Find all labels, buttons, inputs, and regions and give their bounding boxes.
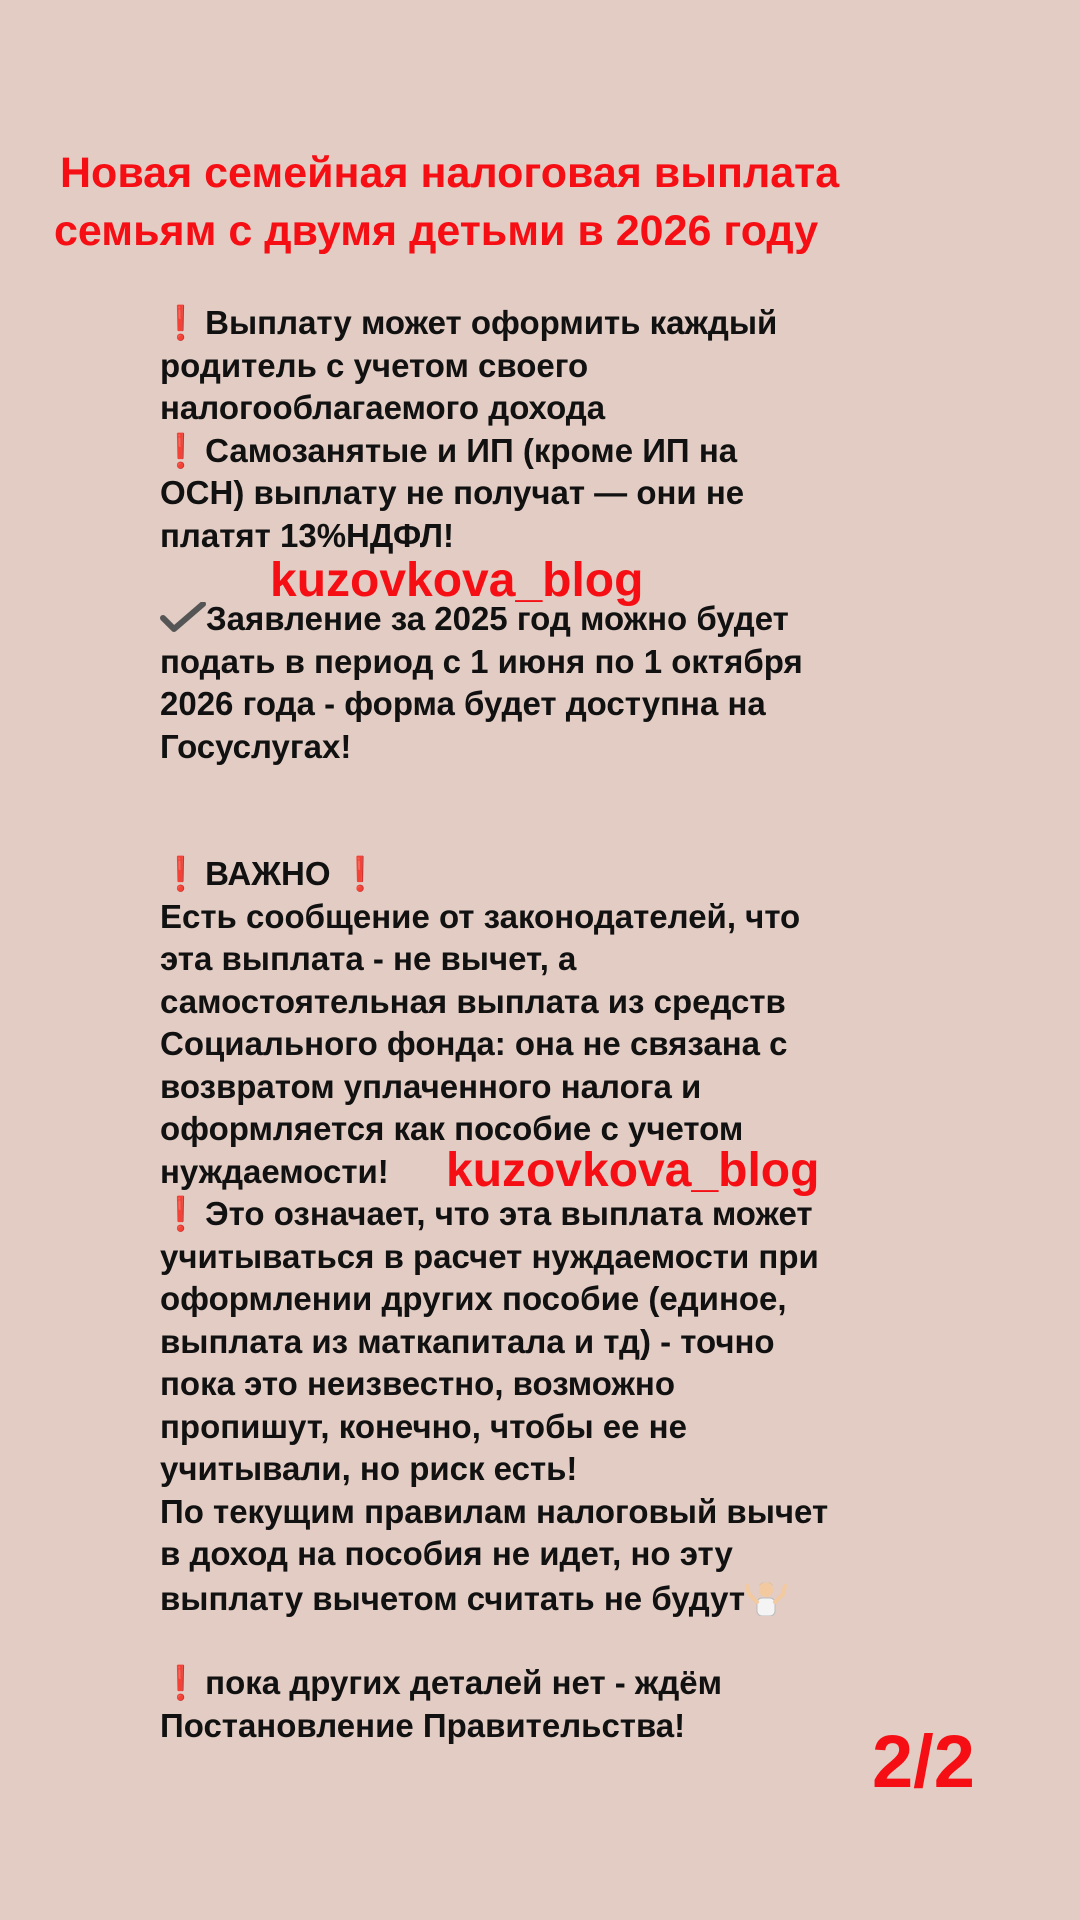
application-period-section — [160, 598, 1040, 768]
exclamation-icon: ❗ — [160, 431, 202, 469]
text-line: выплату вычетом считать не будут — [160, 1576, 1040, 1621]
exclamation-icon: ❗ — [160, 304, 202, 341]
eligibility-section — [160, 302, 1040, 557]
exclamation-icon: ❗ — [160, 855, 202, 892]
text-line: Заявление за 2025 год можно будет — [160, 598, 1040, 641]
watermark: kuzovkova_blog — [446, 1144, 820, 1197]
check-mark-icon — [160, 602, 206, 632]
title-line-2: семьям с двумя детьми в 2026 году — [54, 207, 819, 255]
text-line: выплата из маткапитала и тд) - точно — [160, 1322, 775, 1360]
text-line: ❗ пока других деталей нет - ждём — [160, 1662, 1040, 1705]
text-line: пропишут, конечно, чтобы ее не — [160, 1407, 687, 1445]
page-title — [54, 144, 1060, 260]
person-shrugging-icon — [745, 1576, 787, 1616]
watermark: kuzovkova_blog — [270, 554, 644, 607]
text-line: По текущим правилам налоговый вычет — [160, 1492, 829, 1530]
text-line: пока это неизвестно, возможно — [160, 1365, 675, 1402]
text-line: платят 13%НДФЛ! — [160, 516, 455, 554]
important-section — [160, 853, 1040, 1620]
exclamation-icon: ❗ — [160, 1664, 202, 1701]
text-line: эта выплата - не вычет, а — [160, 940, 577, 977]
text-line: 2026 года - форма будет доступна на — [160, 685, 766, 722]
text-line: подать в период с 1 июня по 1 октября — [160, 642, 803, 680]
text-line: родитель с учетом своего — [160, 346, 589, 384]
text-line: Постановление Правительства! — [160, 1706, 686, 1744]
text-line: в доход на пособия не идет, но эту — [160, 1535, 733, 1572]
text-line: нуждаемости! — [160, 1152, 389, 1190]
text-line: ОСН) выплату не получат — они не — [160, 474, 745, 511]
text-line: учитываться в расчет нуждаемости при — [160, 1237, 819, 1275]
text-line: оформляется как пособие с учетом — [160, 1110, 744, 1147]
text-line: Есть сообщение от законодателей, что — [160, 897, 801, 935]
text-line: оформлении других пособие (единое, — [160, 1280, 787, 1317]
text-line: ❗ Выплату может оформить каждый — [160, 302, 1040, 345]
page-indicator: 2/2 — [872, 1720, 975, 1803]
exclamation-icon: ❗ — [160, 1195, 202, 1232]
text-line: ❗ Самозанятые и ИП (кроме ИП на — [160, 430, 1040, 473]
text-line: учитывали, но риск есть! — [160, 1450, 578, 1487]
text-line: налогооблагаемого дохода — [160, 389, 606, 426]
important-heading: ❗ ВАЖНО ❗ — [160, 853, 1040, 896]
text-line: возвратом уплаченного налога и — [160, 1067, 702, 1105]
text-line: Социального фонда: она не связана с — [160, 1025, 788, 1062]
text-line: Госуслугах! — [160, 727, 352, 765]
text-line: ❗ Это означает, что эта выплата может — [160, 1193, 1040, 1236]
exclamation-icon: ❗ — [339, 855, 381, 892]
title-line-1: Новая семейная налоговая выплата — [60, 149, 840, 197]
text-line: самостоятельная выплата из средств — [160, 982, 786, 1020]
